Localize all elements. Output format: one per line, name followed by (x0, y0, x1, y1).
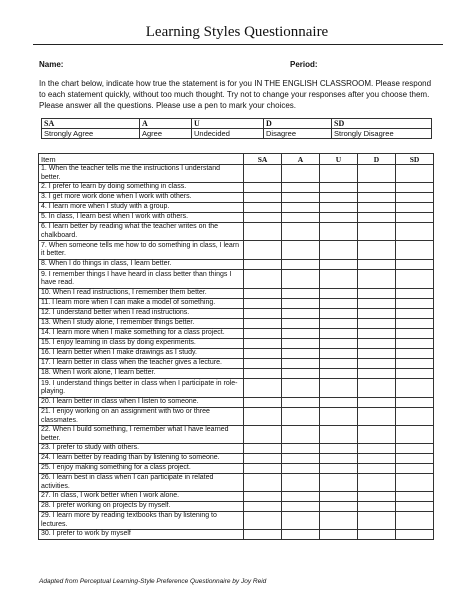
item-statement: 30. I prefer to work by myself (39, 530, 244, 540)
response-cell-sa[interactable] (244, 379, 282, 398)
table-row (39, 165, 434, 183)
response-cell-sa[interactable] (244, 213, 282, 223)
table-row (39, 464, 434, 474)
response-cell-u[interactable] (320, 359, 358, 369)
response-cell-u[interactable] (320, 193, 358, 203)
response-cell-sd[interactable] (396, 349, 434, 359)
response-cell-u[interactable] (320, 223, 358, 241)
item-statement: 29. I learn more by reading textbooks than by listening to lectures. (39, 512, 244, 530)
response-cell-d[interactable] (358, 408, 396, 426)
table-row (39, 512, 434, 530)
response-cell-sd[interactable] (396, 426, 434, 444)
table-row (39, 309, 434, 319)
page-title: Learning Styles Questionnaire (145, 24, 329, 40)
response-cell-d[interactable] (358, 339, 396, 349)
response-cell-d[interactable] (358, 260, 396, 270)
response-cell-u[interactable] (320, 454, 358, 464)
response-cell-sd[interactable] (396, 183, 434, 193)
response-cell-sa[interactable] (244, 369, 282, 379)
item-statement: 19. I understand things better in class when I participate in role-playing. (39, 379, 244, 398)
response-cell-d[interactable] (358, 502, 396, 512)
response-cell-a[interactable] (282, 260, 320, 270)
response-cell-u[interactable] (320, 426, 358, 444)
response-cell-d[interactable] (358, 369, 396, 379)
response-cell-sa[interactable] (244, 444, 282, 454)
response-cell-sa[interactable] (244, 502, 282, 512)
response-cell-a[interactable] (282, 193, 320, 203)
response-cell-u[interactable] (320, 213, 358, 223)
response-cell-d[interactable] (358, 426, 396, 444)
response-cell-u[interactable] (320, 319, 358, 329)
response-cell-a[interactable] (282, 444, 320, 454)
source-credit: Adapted from Perceptual Learning-Style Preference Questionnaire by Joy Reid (39, 578, 267, 585)
table-row (39, 241, 434, 260)
scale-meaning: Agree (140, 129, 192, 139)
questionnaire-table (38, 153, 434, 540)
table-row (39, 203, 434, 213)
response-cell-u[interactable] (320, 165, 358, 183)
response-cell-d[interactable] (358, 454, 396, 464)
response-cell-a[interactable] (282, 359, 320, 369)
response-cell-d[interactable] (358, 474, 396, 492)
item-statement: 21. I enjoy working on an assignment with two or three classmates. (39, 408, 244, 426)
response-cell-u[interactable] (320, 464, 358, 474)
table-row (39, 454, 434, 464)
response-cell-a[interactable] (282, 270, 320, 289)
response-cell-u[interactable] (320, 270, 358, 289)
item-statement: 8. When I do things in class, I learn better. (39, 260, 244, 270)
response-cell-d[interactable] (358, 299, 396, 309)
scale-code: A (140, 119, 192, 129)
response-cell-sd[interactable] (396, 474, 434, 492)
response-cell-u[interactable] (320, 183, 358, 193)
response-cell-a[interactable] (282, 299, 320, 309)
response-cell-u[interactable] (320, 339, 358, 349)
response-cell-a[interactable] (282, 426, 320, 444)
response-cell-a[interactable] (282, 319, 320, 329)
response-cell-sd[interactable] (396, 444, 434, 454)
response-cell-sa[interactable] (244, 309, 282, 319)
item-statement: 28. I prefer working on projects by myself. (39, 502, 244, 512)
response-cell-a[interactable] (282, 474, 320, 492)
column-header-a: A (282, 154, 320, 165)
response-cell-sa[interactable] (244, 530, 282, 540)
column-header-sa: SA (244, 154, 282, 165)
response-cell-sd[interactable] (396, 359, 434, 369)
response-cell-u[interactable] (320, 241, 358, 260)
item-statement: 22. When I build something, I remember what I have learned better. (39, 426, 244, 444)
name-label: Name: (39, 60, 64, 69)
item-statement: 17. I learn better in class when the teacher gives a lecture. (39, 359, 244, 369)
item-statement: 27. In class, I work better when I work alone. (39, 492, 244, 502)
item-statement: 10. When I read instructions, I remember them better. (39, 289, 244, 299)
item-statement: 18. When I work alone, I learn better. (39, 369, 244, 379)
table-row (39, 213, 434, 223)
table-row (39, 379, 434, 398)
response-cell-a[interactable] (282, 379, 320, 398)
response-cell-u[interactable] (320, 492, 358, 502)
response-cell-sa[interactable] (244, 241, 282, 260)
response-cell-d[interactable] (358, 319, 396, 329)
response-cell-sa[interactable] (244, 512, 282, 530)
response-cell-a[interactable] (282, 369, 320, 379)
response-cell-d[interactable] (358, 309, 396, 319)
response-cell-sd[interactable] (396, 270, 434, 289)
response-cell-sa[interactable] (244, 270, 282, 289)
response-cell-sa[interactable] (244, 299, 282, 309)
response-cell-a[interactable] (282, 289, 320, 299)
table-row (39, 270, 434, 289)
item-statement: 1. When the teacher tells me the instructions I understand better. (39, 165, 244, 183)
response-cell-d[interactable] (358, 193, 396, 203)
response-cell-a[interactable] (282, 309, 320, 319)
period-label: Period: (290, 60, 318, 69)
response-cell-sa[interactable] (244, 426, 282, 444)
item-statement: 12. I understand better when I read instructions. (39, 309, 244, 319)
response-cell-a[interactable] (282, 349, 320, 359)
response-cell-d[interactable] (358, 444, 396, 454)
response-cell-sa[interactable] (244, 183, 282, 193)
response-cell-sd[interactable] (396, 260, 434, 270)
item-statement: 11. I learn more when I can make a model of something. (39, 299, 244, 309)
response-cell-u[interactable] (320, 530, 358, 540)
table-row (39, 349, 434, 359)
response-cell-d[interactable] (358, 183, 396, 193)
item-statement: 15. I enjoy learning in class by doing experiments. (39, 339, 244, 349)
response-cell-sd[interactable] (396, 512, 434, 530)
response-cell-d[interactable] (358, 223, 396, 241)
response-cell-d[interactable] (358, 203, 396, 213)
item-statement: 24. I learn better by reading than by listening to someone. (39, 454, 244, 464)
item-statement: 9. I remember things I have heard in class better than things I have read. (39, 270, 244, 289)
response-cell-d[interactable] (358, 241, 396, 260)
response-cell-d[interactable] (358, 289, 396, 299)
response-cell-u[interactable] (320, 349, 358, 359)
table-row (39, 193, 434, 203)
title-divider (33, 44, 443, 45)
item-column-header: Item (39, 154, 244, 165)
scale-code: U (192, 119, 264, 129)
response-cell-u[interactable] (320, 329, 358, 339)
response-cell-sa[interactable] (244, 319, 282, 329)
response-cell-d[interactable] (358, 492, 396, 502)
response-cell-d[interactable] (358, 270, 396, 289)
response-cell-sd[interactable] (396, 408, 434, 426)
response-cell-u[interactable] (320, 260, 358, 270)
response-cell-sd[interactable] (396, 213, 434, 223)
response-cell-sa[interactable] (244, 165, 282, 183)
column-header-sd: SD (396, 154, 434, 165)
item-statement: 20. I learn better in class when I listen to someone. (39, 398, 244, 408)
scale-meaning: Disagree (264, 129, 332, 139)
response-cell-sa[interactable] (244, 203, 282, 213)
item-statement: 23. I prefer to study with others. (39, 444, 244, 454)
item-statement: 14. I learn more when I make something for a class project. (39, 329, 244, 339)
response-cell-sd[interactable] (396, 193, 434, 203)
response-cell-a[interactable] (282, 165, 320, 183)
table-row (39, 369, 434, 379)
response-cell-u[interactable] (320, 203, 358, 213)
scale-code: SA (42, 119, 140, 129)
response-cell-sa[interactable] (244, 193, 282, 203)
instructions: In the chart below, indicate how true the statement is for you IN THE ENGLISH CLASSROOM. Please respond to each statement quickly, without too much thought. Try not to change your responses after you choose them. Please answer all the questions. Please use a pen to mark your choices. (39, 79, 432, 110)
table-row (39, 289, 434, 299)
response-cell-u[interactable] (320, 512, 358, 530)
item-statement: 25. I enjoy making something for a class project. (39, 464, 244, 474)
response-cell-sd[interactable] (396, 339, 434, 349)
table-row (39, 359, 434, 369)
response-cell-sa[interactable] (244, 223, 282, 241)
response-cell-a[interactable] (282, 329, 320, 339)
response-cell-sd[interactable] (396, 379, 434, 398)
response-cell-d[interactable] (358, 530, 396, 540)
column-header-u: U (320, 154, 358, 165)
response-cell-sa[interactable] (244, 464, 282, 474)
response-cell-d[interactable] (358, 512, 396, 530)
response-cell-d[interactable] (358, 464, 396, 474)
scale-code: D (264, 119, 332, 129)
table-row (39, 223, 434, 241)
response-cell-d[interactable] (358, 213, 396, 223)
response-cell-sd[interactable] (396, 502, 434, 512)
response-cell-a[interactable] (282, 502, 320, 512)
response-cell-sd[interactable] (396, 319, 434, 329)
item-statement: 7. When someone tells me how to do something in class, I learn it better. (39, 241, 244, 260)
scale-meaning: Strongly Agree (42, 129, 140, 139)
response-cell-a[interactable] (282, 398, 320, 408)
column-header-d: D (358, 154, 396, 165)
response-cell-sd[interactable] (396, 398, 434, 408)
response-cell-u[interactable] (320, 408, 358, 426)
response-cell-sd[interactable] (396, 299, 434, 309)
scale-meaning: Strongly Disagree (332, 129, 432, 139)
item-statement: 6. I learn better by reading what the teacher writes on the chalkboard. (39, 223, 244, 241)
response-cell-u[interactable] (320, 474, 358, 492)
response-cell-sd[interactable] (396, 223, 434, 241)
response-cell-sd[interactable] (396, 464, 434, 474)
item-statement: 13. When I study alone, I remember things better. (39, 319, 244, 329)
response-cell-d[interactable] (358, 359, 396, 369)
response-cell-a[interactable] (282, 464, 320, 474)
response-cell-sa[interactable] (244, 359, 282, 369)
response-cell-sd[interactable] (396, 165, 434, 183)
table-row (39, 530, 434, 540)
table-row (39, 502, 434, 512)
response-cell-d[interactable] (358, 329, 396, 339)
item-statement: 16. I learn better when I make drawings as I study. (39, 349, 244, 359)
response-cell-u[interactable] (320, 369, 358, 379)
table-row (39, 398, 434, 408)
response-cell-sd[interactable] (396, 492, 434, 502)
response-cell-sa[interactable] (244, 398, 282, 408)
response-cell-sa[interactable] (244, 492, 282, 502)
response-cell-a[interactable] (282, 408, 320, 426)
scale-meaning: Undecided (192, 129, 264, 139)
response-cell-sd[interactable] (396, 203, 434, 213)
response-cell-sa[interactable] (244, 329, 282, 339)
response-cell-sa[interactable] (244, 408, 282, 426)
table-row (39, 408, 434, 426)
response-cell-d[interactable] (358, 165, 396, 183)
response-cell-u[interactable] (320, 379, 358, 398)
table-row (39, 319, 434, 329)
response-cell-a[interactable] (282, 512, 320, 530)
response-cell-sa[interactable] (244, 289, 282, 299)
response-cell-sd[interactable] (396, 530, 434, 540)
response-cell-sd[interactable] (396, 309, 434, 319)
scale-code: SD (332, 119, 432, 129)
response-cell-d[interactable] (358, 349, 396, 359)
response-cell-a[interactable] (282, 183, 320, 193)
item-statement: 5. In class, I learn best when I work with others. (39, 213, 244, 223)
response-cell-sa[interactable] (244, 474, 282, 492)
response-cell-sa[interactable] (244, 260, 282, 270)
response-cell-sd[interactable] (396, 329, 434, 339)
response-cell-u[interactable] (320, 398, 358, 408)
table-row (39, 339, 434, 349)
response-cell-a[interactable] (282, 223, 320, 241)
table-row (39, 299, 434, 309)
response-cell-a[interactable] (282, 492, 320, 502)
response-cell-a[interactable] (282, 339, 320, 349)
response-cell-u[interactable] (320, 299, 358, 309)
response-cell-u[interactable] (320, 289, 358, 299)
response-cell-u[interactable] (320, 309, 358, 319)
response-cell-sd[interactable] (396, 369, 434, 379)
response-cell-a[interactable] (282, 213, 320, 223)
table-row (39, 329, 434, 339)
table-row (39, 426, 434, 444)
table-row (39, 260, 434, 270)
table-row (39, 474, 434, 492)
table-row (39, 183, 434, 193)
table-row (39, 492, 434, 502)
response-cell-sd[interactable] (396, 454, 434, 464)
response-cell-a[interactable] (282, 203, 320, 213)
item-statement: 26. I learn best in class when I can participate in related activities. (39, 474, 244, 492)
response-cell-a[interactable] (282, 241, 320, 260)
response-cell-sa[interactable] (244, 454, 282, 464)
response-cell-a[interactable] (282, 530, 320, 540)
rating-scale-key (41, 118, 432, 139)
table-row (39, 444, 434, 454)
response-cell-a[interactable] (282, 454, 320, 464)
response-cell-sd[interactable] (396, 241, 434, 260)
response-cell-u[interactable] (320, 502, 358, 512)
item-statement: 2. I prefer to learn by doing something in class. (39, 183, 244, 193)
response-cell-sa[interactable] (244, 339, 282, 349)
response-cell-d[interactable] (358, 398, 396, 408)
response-cell-d[interactable] (358, 379, 396, 398)
item-statement: 4. I learn more when I study with a group. (39, 203, 244, 213)
item-statement: 3. I get more work done when I work with others. (39, 193, 244, 203)
response-cell-u[interactable] (320, 444, 358, 454)
response-cell-sd[interactable] (396, 289, 434, 299)
response-cell-sa[interactable] (244, 349, 282, 359)
